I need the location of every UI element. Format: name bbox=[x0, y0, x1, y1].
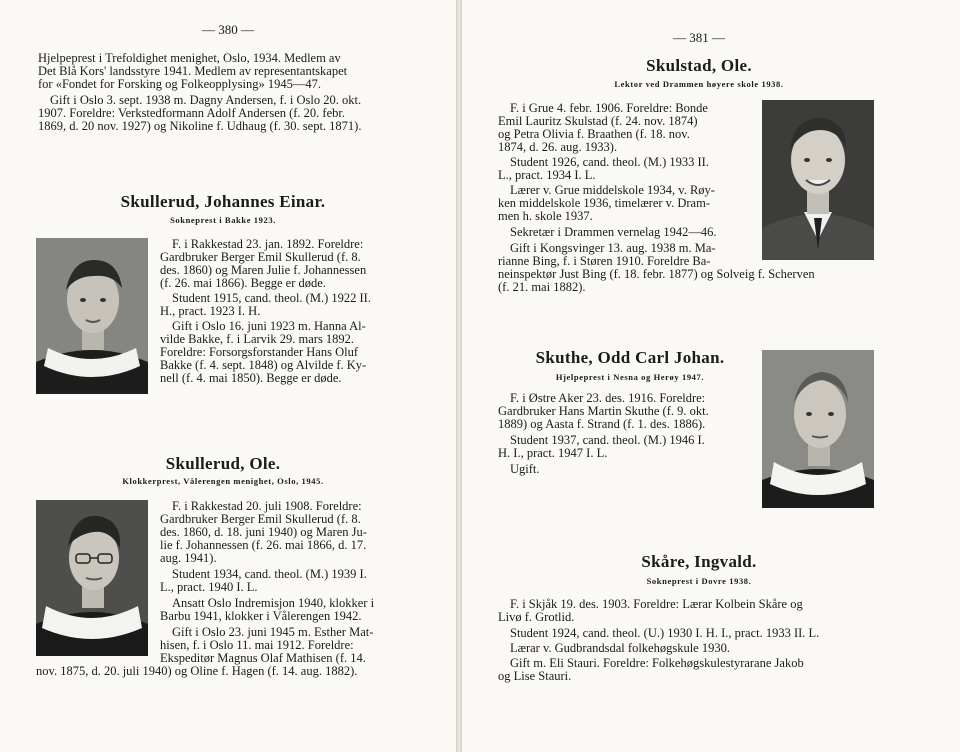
text-line: des. 1860, d. 18. juni 1940) og Maren Ju- bbox=[160, 525, 367, 539]
text-line: Lærar v. Gudbrandsdal folkehøgskule 1930. bbox=[510, 641, 730, 655]
text-line: neinspektør Just Bing (f. 18. febr. 1877) og Solveig f. Scherven bbox=[498, 267, 815, 281]
entry-name: Skullerud, Ole. bbox=[165, 454, 281, 473]
text-line: Gardbruker Berger Emil Skullerud (f. 8. bbox=[160, 250, 361, 264]
text-line: Gift i Oslo 16. juni 1923 m. Hanna Al- bbox=[172, 319, 366, 333]
entry-name: Skåre, Ingvald. bbox=[641, 552, 757, 571]
page-number: — 381 — bbox=[673, 30, 725, 45]
entry-subtitle: Klokkerprest, Vålerengen menighet, Oslo, 1945. bbox=[122, 476, 324, 486]
entry-name: Skulstad, Ole. bbox=[646, 56, 752, 75]
text-line: F. i Østre Aker 23. des. 1916. Foreldre: bbox=[510, 391, 706, 405]
portrait-photo bbox=[36, 500, 148, 656]
left-page bbox=[0, 0, 456, 752]
text-line: nov. 1875, d. 20. juli 1940) og Oline f. Hagen (f. 14. aug. 1882). bbox=[36, 664, 358, 678]
text-line: aug. 1941). bbox=[160, 551, 217, 565]
portrait-photo bbox=[36, 238, 148, 394]
text-line: 1907. Foreldre: Verkstedformann Adolf Andersen (f. 20. febr. bbox=[38, 106, 345, 120]
text-line: Ansatt Oslo Indremisjon 1940, klokker i bbox=[172, 596, 375, 610]
text-line: vilde Bakke, f. i Larvik 29. mars 1892. bbox=[160, 332, 355, 346]
text-line: F. i Rakkestad 23. jan. 1892. Foreldre: bbox=[172, 237, 364, 251]
text-line: nell (f. 4. mai 1850). Begge er døde. bbox=[160, 371, 342, 385]
text-line: Student 1915, cand. theol. (M.) 1922 II. bbox=[172, 291, 371, 305]
text-line: F. i Rakkestad 20. juli 1908. Foreldre: bbox=[172, 499, 362, 513]
text-line: Gardbruker Hans Martin Skuthe (f. 9. okt. bbox=[498, 404, 709, 418]
entry-subtitle: Lektor ved Drammen høyere skole 1938. bbox=[614, 79, 784, 89]
text-line: Gardbruker Berger Emil Skullerud (f. 8. bbox=[160, 512, 361, 526]
text-line: Gift i Oslo 3. sept. 1938 m. Dagny Andersen, f. i Oslo 20. okt. bbox=[50, 93, 362, 107]
right-page bbox=[462, 0, 960, 752]
text-line: lie f. Johannessen (f. 26. mai 1866, d. 17. bbox=[160, 538, 367, 552]
text-line: Student 1937, cand. theol. (M.) 1946 I. bbox=[510, 433, 705, 447]
entry-subtitle: Sokneprest i Dovre 1938. bbox=[646, 576, 752, 586]
text-line: ken middelskole 1936, timelærer v. Dram- bbox=[498, 196, 710, 210]
text-line: men h. skole 1937. bbox=[498, 209, 593, 223]
text-line: Hjelpeprest i Trefoldighet menighet, Oslo, 1934. Medlem av bbox=[38, 51, 341, 65]
text-line: Lærer v. Grue middelskole 1934, v. Røy- bbox=[510, 183, 715, 197]
text-line: H., pract. 1923 I. H. bbox=[160, 304, 261, 318]
entry-name: Skullerud, Johannes Einar. bbox=[120, 192, 326, 211]
text-line: og Petra Olivia f. Braathen (f. 18. nov. bbox=[498, 127, 690, 141]
entry-name: Skuthe, Odd Carl Johan. bbox=[535, 348, 725, 367]
text-line: H. I., pract. 1947 I. L. bbox=[498, 446, 608, 460]
text-line: 1889) og Aasta f. Strand (f. 1. des. 1886). bbox=[498, 417, 706, 431]
entry-subtitle: Sokneprest i Bakke 1923. bbox=[170, 215, 276, 225]
text-line: Barbu 1941, klokker i Vålerengen 1942. bbox=[160, 609, 362, 623]
text-line: Gift i Kongsvinger 13. aug. 1938 m. Ma- bbox=[510, 241, 716, 255]
text-line: Student 1926, cand. theol. (M.) 1933 II. bbox=[510, 155, 709, 169]
text-line: Ekspeditør Magnus Olaf Mathisen (f. 14. bbox=[160, 651, 366, 665]
text-line: og Lise Stauri. bbox=[498, 669, 572, 683]
text-line: Bakke (f. 4. sept. 1848) og Alvilde f. Ky- bbox=[160, 358, 367, 372]
entry-subtitle: Hjelpeprest i Nesna og Herøy 1947. bbox=[555, 372, 705, 382]
text-line: Emil Lauritz Skulstad (f. 24. nov. 1874) bbox=[498, 114, 698, 128]
text-line: F. i Grue 4. febr. 1906. Foreldre: Bonde bbox=[510, 101, 708, 115]
text-line: Ugift. bbox=[510, 462, 540, 476]
text-line: des. 1860) og Maren Julie f. Johannessen bbox=[160, 263, 367, 277]
text-line: Foreldre: Forsorgsforstander Hans Oluf bbox=[160, 345, 358, 359]
text-line: Gift i Oslo 23. juni 1945 m. Esther Mat- bbox=[172, 625, 374, 639]
text-line: Student 1934, cand. theol. (M.) 1939 I. bbox=[172, 567, 367, 581]
text-line: (f. 21. mai 1882). bbox=[498, 280, 586, 294]
text-line: L., pract. 1934 I. L. bbox=[498, 168, 596, 182]
text-line: Student 1924, cand. theol. (U.) 1930 I. H. I., pract. 1933 II. L. bbox=[510, 626, 820, 640]
portrait-photo bbox=[762, 350, 874, 508]
text-line: for «Fondet for Forsking og Folkeopplysing» 1945—47. bbox=[38, 77, 321, 91]
text-line: 1869, d. 20 nov. 1927) og Nikoline f. Udhaug (f. 30. sept. 1871). bbox=[38, 119, 362, 133]
text-line: Sekretær i Drammen vernelag 1942—46. bbox=[510, 225, 717, 239]
portrait-photo bbox=[762, 100, 874, 260]
text-line: F. i Skjåk 19. des. 1903. Foreldre: Lærar Kolbein Skåre og bbox=[510, 597, 803, 611]
text-line: Livø f. Grotlid. bbox=[498, 610, 575, 624]
text-line: Gift m. Eli Stauri. Foreldre: Folkehøgskulestyrarane Jakob bbox=[510, 656, 804, 670]
text-line: 1874, d. 26. aug. 1933). bbox=[498, 140, 618, 154]
text-line: (f. 26. mai 1866). Begge er døde. bbox=[160, 276, 326, 290]
page-number: — 380 — bbox=[202, 22, 254, 37]
text-line: L., pract. 1940 I. L. bbox=[160, 580, 258, 594]
text-line: rianne Bing, f. i Støren 1910. Foreldre Ba- bbox=[498, 254, 711, 268]
text-line: Det Blå Kors' landsstyre 1941. Medlem av representantskapet bbox=[38, 64, 348, 78]
text-line: hisen, f. i Oslo 11. mai 1912. Foreldre: bbox=[160, 638, 354, 652]
